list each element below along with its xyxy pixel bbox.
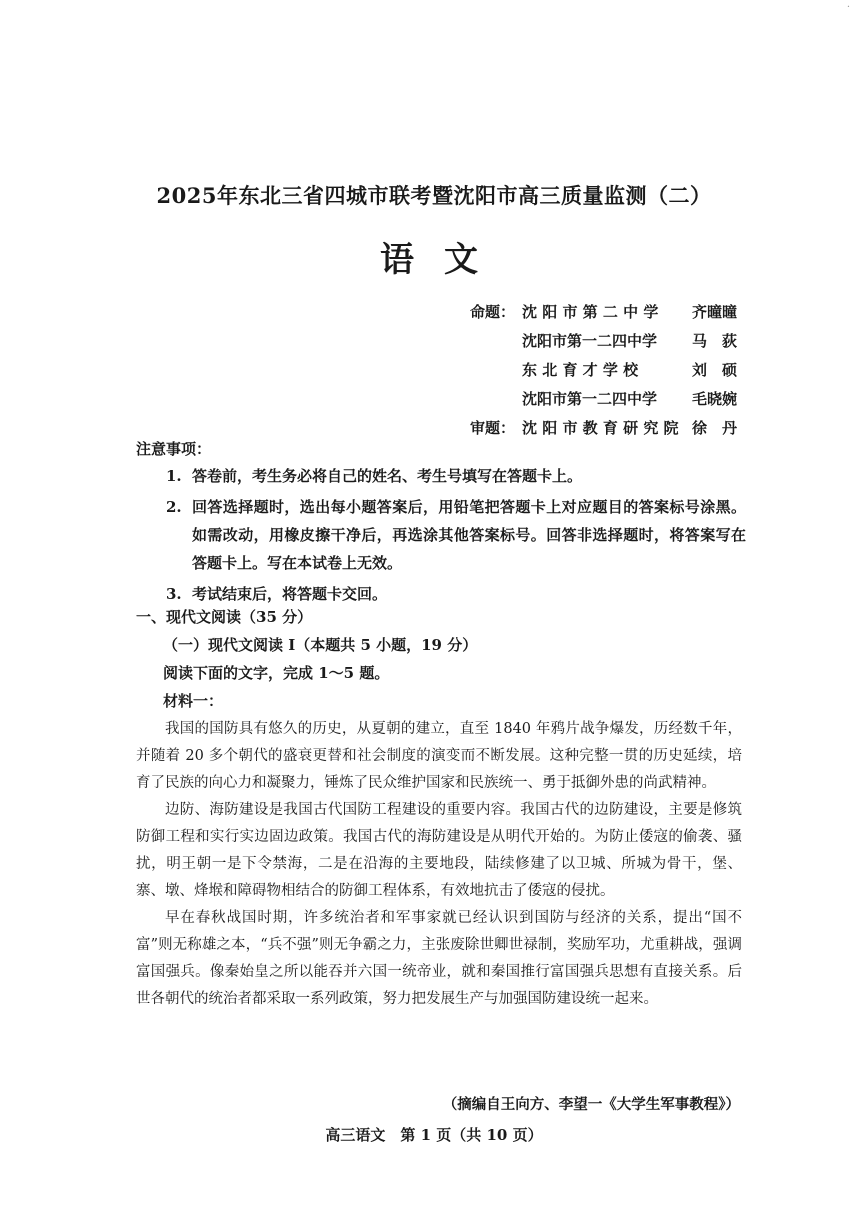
author-list [470,298,790,443]
author-row [470,298,790,327]
material-body [136,716,742,1013]
source-citation: （摘编自王向方、李望一《大学生军事教程》） [442,1096,740,1113]
paragraph: 早在春秋战国时期，许多统治者和军事家就已经认识到国防与经济的关系，提出“国不富”则无称雄之本，“兵不强”则无争霸之力，主张废除世卿世禄制，奖励军功，尤重耕战，强调富国强兵。像秦始皇之所以能吞并六国一统帝业，就和秦国推行富国强兵思想有直接关系。后世各朝代的统治者都采取一系列政策，努力把发展生产与加强国防建设统一起来。 [136,910,742,1007]
author-school: 沈 阳 市 第 二 中 学 [522,303,659,321]
author-name: 毛晓婉 [692,390,738,408]
subject-title: 语文 [380,240,508,280]
scan-mark: · [846,2,850,13]
reading-instruction: 阅读下面的文字，完成 1～5 题。 [163,664,390,682]
author-school: 沈阳市第一二四中学 [522,390,658,408]
notice-text: 答卷前，考生务必将自己的姓名、考生号填写在答题卡上。 [192,467,583,485]
author-name: 马 荻 [692,332,738,350]
subsection-title: （一）现代文阅读 Ⅰ（本题共 5 小题，19 分） [163,636,478,654]
author-role [470,327,522,356]
author-role [470,356,522,385]
notice-item [166,462,746,490]
author-role: 命题： [470,303,516,321]
author-school: 沈 阳 市 教 育 研 究 院 [522,419,679,437]
author-school: 沈阳市第一二四中学 [522,332,658,350]
author-name: 刘 硕 [692,361,738,379]
paragraph: 我国的国防具有悠久的历史，从夏朝的建立，直至 1840 年鸦片战争爆发，历经数千年，并随着 20 多个朝代的盛衰更替和社会制度的演变而不断发展。这种完整一贯的历史延续，培育了民族的向心力和凝聚力，锤炼了民众维护国家和民族统一、勇于抵御外患的尚武精神。 [136,721,742,791]
notice-text: 考试结束后，将答题卡交回。 [192,585,388,603]
notice-item [166,580,746,608]
notice-text: 回答选择题时，选出每小题答案后，用铅笔把答题卡上对应题目的答案标号涂黑。如需改动，用橡皮擦干净后，再选涂其他答案标号。回答非选择题时，将答案写在答题卡上。写在本试卷上无效。 [192,498,746,572]
author-row [470,327,790,356]
author-role: 审题： [470,419,516,437]
paragraph: 边防、海防建设是我国古代国防工程建设的重要内容。我国古代的边防建设，主要是修筑防御工程和实行实边固边政策。我国古代的海防建设是从明代开始的。为防止倭寇的偷袭、骚扰，明王朝一是下令禁海，二是在沿海的主要地段，陆续修建了以卫城、所城为骨干，堡、寨、墩、烽堠和障碍物相结合的防御工程体系，有效地抗击了倭寇的侵扰。 [136,802,742,899]
author-row [470,356,790,385]
notice-item [166,493,746,577]
material-label: 材料一： [163,692,224,710]
notice-number: 1. [166,467,182,485]
notice-number: 3. [166,585,182,603]
page-footer: 高三语文 第 1 页（共 10 页） [325,1126,543,1144]
exam-title: 2025年东北三省四城市联考暨沈阳市高三质量监测（二） [156,183,712,208]
author-row [470,385,790,414]
notice-heading: 注意事项： [136,440,212,458]
section-title: 一、现代文阅读（35 分） [136,608,313,626]
author-row [470,414,790,443]
author-school: 东 北 育 才 学 校 [522,361,639,379]
author-name: 齐曈曈 [692,303,738,321]
author-name: 徐 丹 [692,419,738,437]
notice-list [166,462,746,611]
author-role [470,385,522,414]
notice-number: 2. [166,498,182,516]
